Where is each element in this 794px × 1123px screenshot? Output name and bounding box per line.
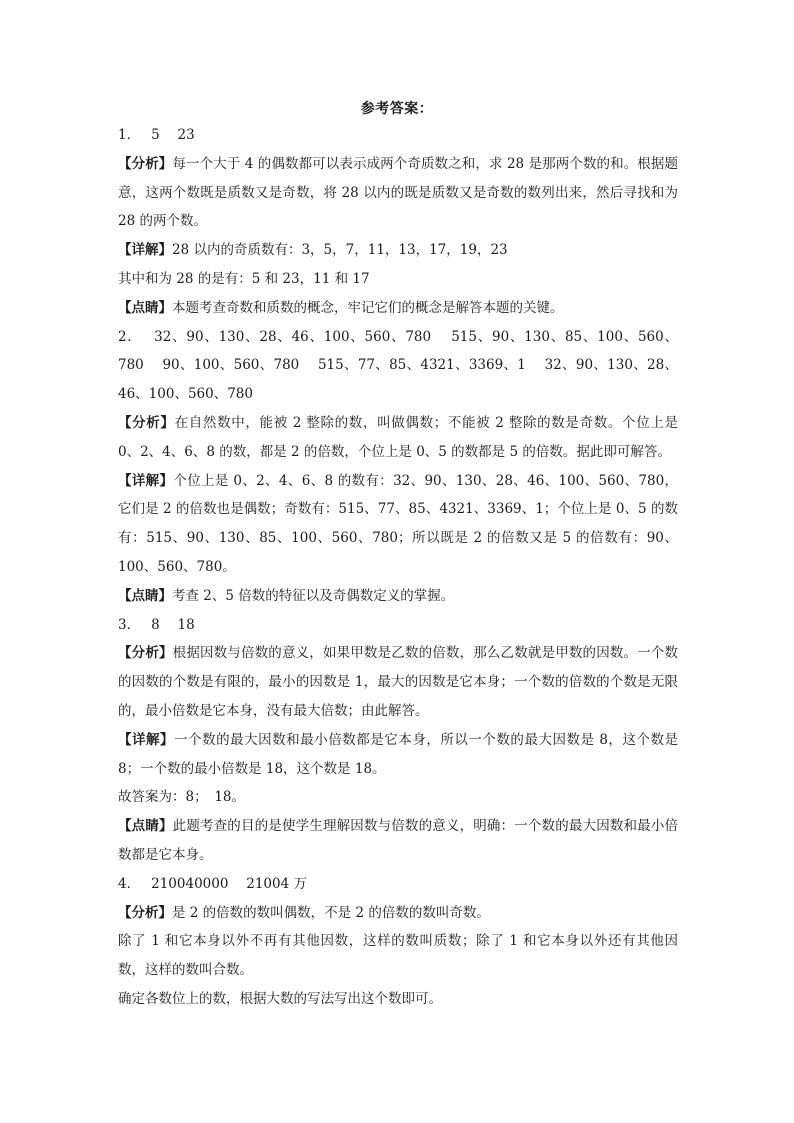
answer-3-comment: 【点睛】此题考查的目的是使学生理解因数与倍数的意义，明确：一个数的最大因数和最小倍数都是它本身。 <box>118 818 679 863</box>
answer-2-detail: 【详解】个位上是 0、2、4、6、8 的数有：32、90、130、28、46、100、560、780，它们是 2 的倍数也是偶数；奇数有：515、77、85、4321、3369、1；个位上是 0、5 的数有：515、90、130、85、100、560、780；所以既是 2 的倍数又是 5 的倍数有：90、100、560、780。 <box>118 472 679 575</box>
answer-4-analysis: 【分析】是 2 的倍数的数叫偶数，不是 2 的倍数的数叫奇数。 <box>118 904 490 921</box>
answer-4-line: 4． 210040000 21004 万 <box>118 875 307 892</box>
page-heading: 参考答案： <box>360 101 434 117</box>
answer-1-analysis: 【分析】每一个大于 4 的偶数都可以表示成两个奇质数之和，求 28 是那两个数的和。根据题意，这两个数既是质数又是奇数，将 28 以内的既是质数又是奇数的数列出来，然后寻找和为 28 的两个数。 <box>118 155 679 230</box>
answer-4-analysis-end: 确定各数位上的数，根据大数的写法写出这个数即可。 <box>118 990 442 1007</box>
answer-1-comment: 【点睛】本题考查奇数和质数的概念，牢记它们的概念是解答本题的关键。 <box>118 299 564 316</box>
answer-1-detail: 【详解】28 以内的奇质数有：3，5，7，11，13，17，19，23 <box>118 242 508 259</box>
answer-1-detail-cont: 其中和为 28 的是有：5 和 23，11 和 17 <box>118 270 370 287</box>
answer-2-analysis: 【分析】在自然数中，能被 2 整除的数，叫做偶数；不能被 2 整除的数是奇数。个位上是 0、2、4、6、8 的数，都是 2 的倍数，个位上是 0、5 的数都是 5 的倍数。据此即可解答。 <box>118 414 679 460</box>
answer-content <box>118 121 678 1014</box>
answer-3-result: 故答案为：8； 18。 <box>118 789 246 806</box>
answer-3-detail: 【详解】一个数的最大因数和最小倍数都是它本身，所以一个数的最大因数是 8，这个数是 8；一个数的最小倍数是 18，这个数是 18。 <box>118 731 678 777</box>
answer-2-line: 2． 32、90、130、28、46、100、560、780 515、90、130、85、100、560、780 90、100、560、780 515、77、85、4321、3369、1 32、90、130、28、46、100、560、780 <box>118 328 678 403</box>
answer-1-line: 1． 5 23 <box>118 127 195 143</box>
answer-3-line: 3． 8 18 <box>118 616 195 633</box>
answer-4-analysis-cont: 除了 1 和它本身以外不再有其他因数，这样的数叫质数；除了 1 和它本身以外还有其他因数，这样的数叫合数。 <box>118 933 678 979</box>
answer-2-comment: 【点睛】考查 2、5 倍数的特征以及奇偶数定义的掌握。 <box>118 587 455 604</box>
answer-3-analysis: 【分析】根据因数与倍数的意义，如果甲数是乙数的倍数，那么乙数就是甲数的因数。一个数的因数的个数是有限的，最小的因数是 1，最大的因数是它本身；一个数的倍数的个数是无限的，最小倍数是它本身，没有最大倍数；由此解答。 <box>118 645 679 719</box>
